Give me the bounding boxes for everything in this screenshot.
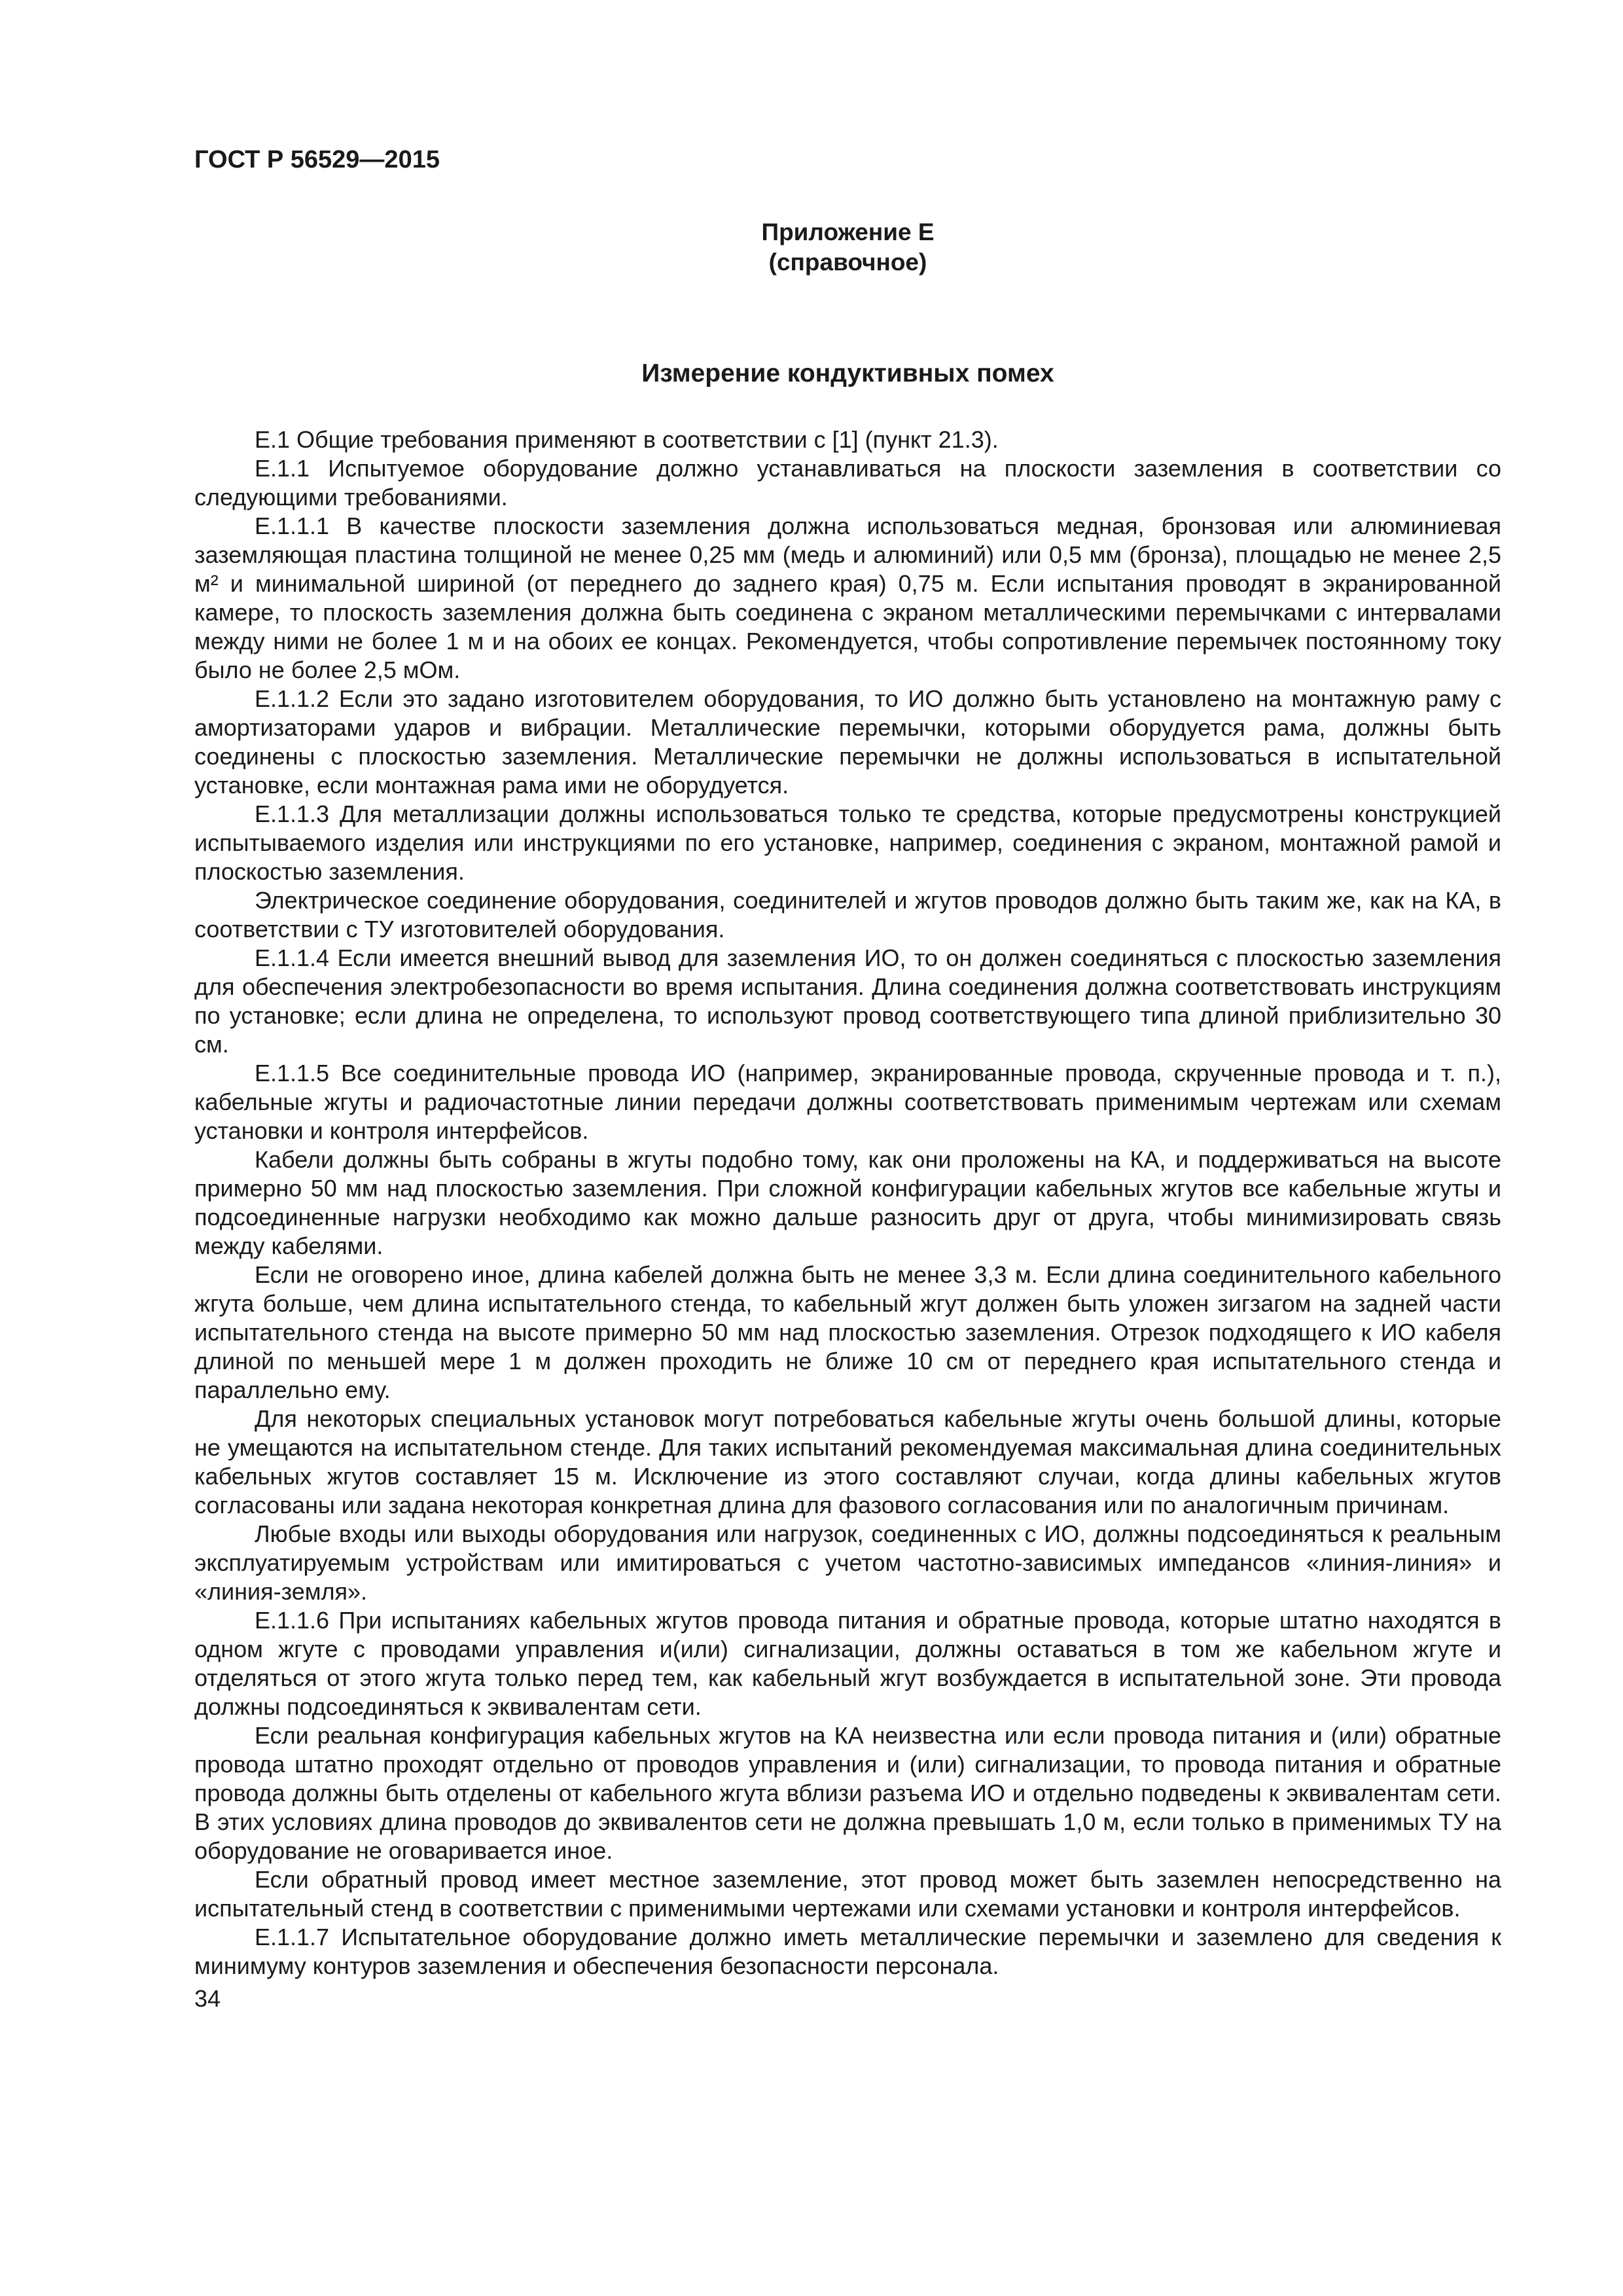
paragraph: Любые входы или выходы оборудования или нагрузок, соединенных с ИО, должны подсоединяться к реальным эксплуатируемым устройствам или имитироваться с учетом частотно-зависимых импедансов «линия-линия» и «линия-земля». (194, 1520, 1501, 1605)
paragraph: Е.1.1.1 В качестве плоскости заземления должна использоваться медная, бронзовая или алюминиевая заземляющая пластина толщиной не менее 0,25 мм (медь и алюминий) или 0,5 мм (бронза), площадью не менее 2,5 м² и минимальной шириной (от переднего до заднего края) 0,75 м. Если испытания проводят в экранированной камере, то плоскость заземления должна быть соединена с экраном металлическими перемычками с интервалами между ними не более 1 м и на обоих ее концах. Рекомендуется, чтобы сопротивление перемычек постоянному току было не более 2,5 мОм. (194, 512, 1501, 683)
paragraph: Электрическое соединение оборудования, соединителей и жгутов проводов должно быть таким же, как на КА, в соответствии с ТУ изготовителей оборудования. (194, 887, 1501, 942)
paragraph: Е.1.1.7 Испытательное оборудование должно иметь металлические перемычки и заземлено для сведения к минимуму контуров заземления и обеспечения безопасности персонала. (194, 1924, 1501, 1979)
paragraph: Если реальная конфигурация кабельных жгутов на КА неизвестна или если провода питания и (или) обратные провода штатно проходят отдельно от проводов управления и (или) сигнализации, то провода питания и обратные провода должны быть отделены от кабельного жгута вблизи разъема ИО и отдельно подведены к эквивалентам сети. В этих условиях длина проводов до эквивалентов сети не должна превышать 1,0 м, если только в применимых ТУ на оборудование не оговаривается иное. (194, 1722, 1501, 1864)
paragraph: Е.1.1.4 Если имеется внешний вывод для заземления ИО, то он должен соединяться с плоскостью заземления для обеспечения электробезопасности во время испытания. Длина соединения должна соответствовать инструкциям по установке; если длина не определена, то используют провод соответствующего типа длиной приблизительно 30 см. (194, 944, 1501, 1058)
paragraph: Е.1.1.2 Если это задано изготовителем оборудования, то ИО должно быть установлено на монтажную раму с амортизаторами ударов и вибрации. Металлические перемычки, которыми оборудуется рама, должны быть соединены с плоскостью заземления. Металлические перемычки не должны использоваться в испытательной установке, если монтажная рама ими не оборудуется. (194, 685, 1501, 798)
appendix-block (194, 217, 1501, 278)
paragraph: Если обратный провод имеет местное заземление, этот провод может быть заземлен непосредственно на испытательный стенд в соответствии с применимыми чертежами или схемами установки и контроля интерфейсов. (194, 1866, 1501, 1922)
paragraph: Кабели должны быть собраны в жгуты подобно тому, как они проложены на КА, и поддерживаться на высоте примерно 50 мм над плоскостью заземления. При сложной конфигурации кабельных жгутов все кабельные жгуты и подсоединенные нагрузки необходимо как можно дальше разносить друг от друга, чтобы минимизировать связь между кабелями. (194, 1146, 1501, 1259)
paragraph: Для некоторых специальных установок могут потребоваться кабельные жгуты очень большой длины, которые не умещаются на испытательном стенде. Для таких испытаний рекомендуемая максимальная длина соединительных кабельных жгутов составляет 15 м. Исключение из этого составляют случаи, когда длины кабельных жгутов согласованы или задана некоторая конкретная длина для фазового согласования или по аналогичным причинам. (194, 1405, 1501, 1518)
paragraph: Е.1 Общие требования применяют в соответствии с [1] (пункт 21.3). (255, 426, 999, 453)
doc-header: ГОСТ Р 56529—2015 (194, 146, 440, 173)
page-number: 34 (194, 1985, 221, 2012)
paragraph: Е.1.1.3 Для металлизации должны использоваться только те средства, которые предусмотрены конструкцией испытываемого изделия или инструкциями по его установке, например, соединения с экраном, монтажной рамой и плоскостью заземления. (194, 800, 1501, 885)
body-paragraphs (194, 425, 1501, 1981)
paragraph: Е.1.1 Испытуемое оборудование должно устанавливаться на плоскости заземления в соответствии со следующими требованиями. (194, 455, 1501, 511)
appendix-type: (справочное) (768, 249, 927, 276)
paragraph: Е.1.1.6 При испытаниях кабельных жгутов провода питания и обратные провода, которые штатно находятся в одном жгуте с проводами управления и(или) сигнализации, должны оставаться в том же кабельном жгуте и отделяться от этого жгута только перед тем, как кабельный жгут возбуждается в испытательной зоне. Эти провода должны подсоединяться к эквивалентам сети. (194, 1607, 1501, 1720)
appendix-label: Приложение Е (761, 219, 935, 245)
paragraph: Если не оговорено иное, длина кабелей должна быть не менее 3,3 м. Если длина соединительного кабельного жгута больше, чем длина испытательного стенда, то кабельный жгут должен быть уложен зигзагом на задней части испытательного стенда на высоте примерно 50 мм над плоскостью заземления. Отрезок подходящего к ИО кабеля длиной по меньшей мере 1 м должен проходить не ближе 10 см от переднего края испытательного стенда и параллельно ему. (194, 1261, 1501, 1403)
page-title: Измерение кондуктивных помех (641, 359, 1054, 387)
paragraph: Е.1.1.5 Все соединительные провода ИО (например, экранированные провода, скрученные провода и т. п.), кабельные жгуты и радиочастотные линии передачи должны соответствовать применимым чертежам или схемам установки и контроля интерфейсов. (194, 1060, 1501, 1144)
